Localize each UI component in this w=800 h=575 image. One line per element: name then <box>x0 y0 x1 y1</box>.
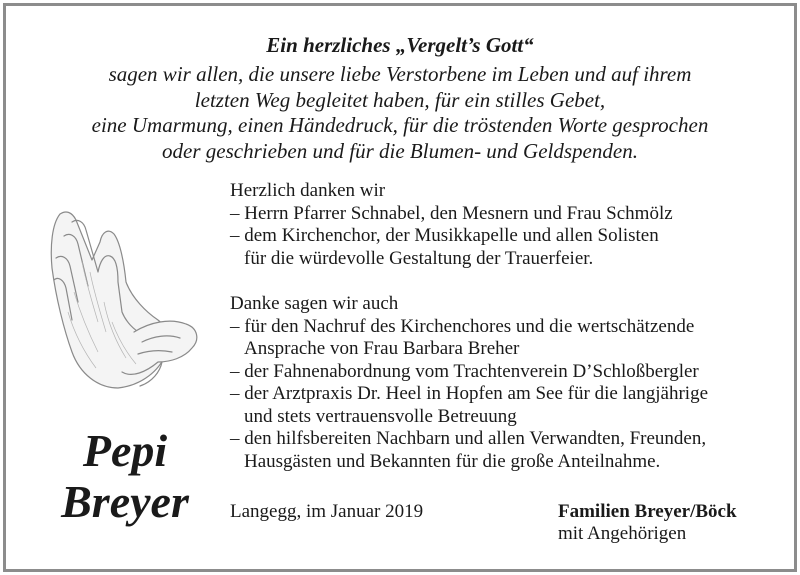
families-name: Familien Breyer/Böck <box>558 501 737 522</box>
thanks-section-1 <box>230 180 673 270</box>
intro-line: sagen wir allen, die unsere liebe Verstorbene im Leben und auf ihrem <box>108 62 692 86</box>
thanks-item-continuation: und stets vertrauensvolle Betreuung <box>244 405 517 427</box>
section-title: Danke sagen wir auch <box>230 293 399 314</box>
thanks-item: – dem Kirchenchor, der Musikkapelle und allen Solisten <box>230 225 659 246</box>
intro-line: letzten Weg begleitet haben, für ein stilles Gebet, <box>194 87 606 112</box>
thanks-item-continuation: Ansprache von Frau Barbara Breher <box>244 338 520 359</box>
heading: Ein herzliches „Vergelt’s Gott“ <box>266 33 534 57</box>
signature-block <box>558 501 737 545</box>
section-title: Herzlich danken wir <box>230 180 386 201</box>
thanks-item: – Herrn Pfarrer Schnabel, den Mesnern und Frau Schmölz <box>230 202 673 224</box>
praying-hands-icon <box>42 202 202 392</box>
intro-line: eine Umarmung, einen Händedruck, für die tröstenden Worte gesprochen <box>91 113 709 137</box>
deceased-first-name: Pepi <box>82 425 168 476</box>
thanks-item: – der Fahnenabordnung vom Trachtenverein D’Schloßbergler <box>230 360 699 382</box>
thanks-item: – für den Nachruf des Kirchenchores und die wertschätzende <box>230 315 695 337</box>
place-date: Langegg, im Januar 2019 <box>230 501 424 522</box>
relatives-text: mit Angehörigen <box>558 523 687 544</box>
thanks-item: – den hilfsbereiten Nachbarn und allen Verwandten, Freunden, <box>230 428 707 449</box>
thanks-item-continuation: Hausgästen und Bekannten für die große Anteilnahme. <box>244 450 661 472</box>
intro-line: oder geschrieben und für die Blumen- und Geldspenden. <box>162 138 638 163</box>
thanks-item: – der Arztpraxis Dr. Heel in Hopfen am See für die langjährige <box>230 383 709 404</box>
thanks-section-2 <box>230 293 708 473</box>
deceased-last-name: Breyer <box>61 476 189 527</box>
intro-text <box>0 62 800 164</box>
thanks-item-continuation: für die würdevolle Gestaltung der Trauerfeier. <box>244 247 594 269</box>
